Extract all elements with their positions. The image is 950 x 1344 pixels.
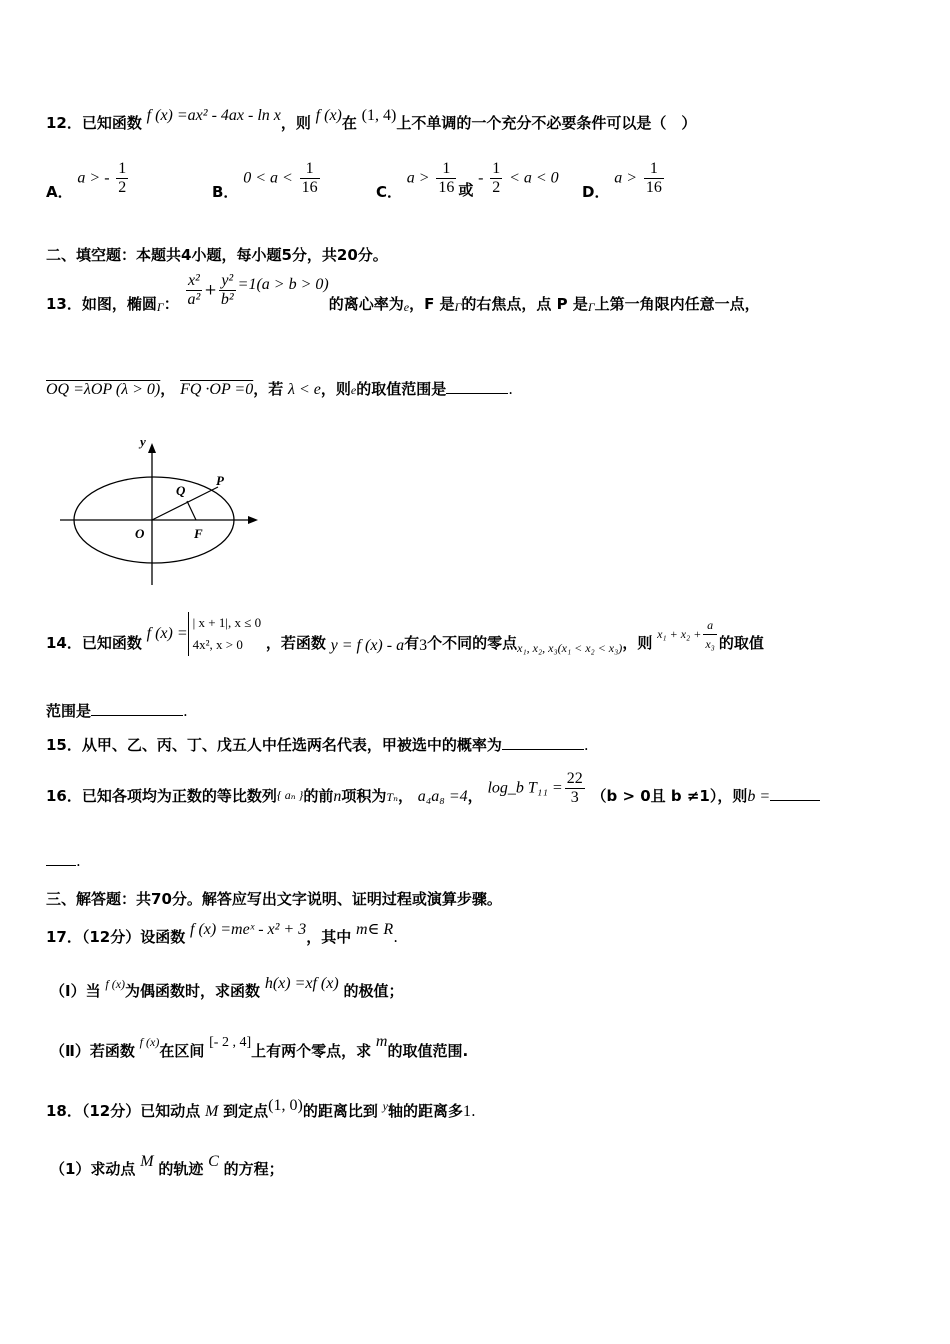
q17-part1: （Ⅰ）当 f (x)为偶函数时，求函数 h(x) =xf (x) 的极值；	[50, 975, 404, 1000]
q12-func: f (x) =ax² - 4ax - ln x	[146, 107, 281, 124]
q15-answer-blank[interactable]	[502, 737, 584, 750]
q14-line1: 14．已知函数 f (x) = | x + 1|, x ≤ 0 4x², x > 0 ，若函数 y = f (x) - a有3个不同的零点$_{x_1, x_2, x_3(x_1 < x_2 < x_3)}$，则 x₁ + x₂ + $\frac{a}{\text{x₃}}$ 的取值	[46, 612, 764, 656]
q16-line2: .	[46, 852, 81, 870]
q15-line: 15．从甲、乙、丙、丁、戊五人中任选两名代表，甲被选中的概率为 .	[46, 736, 589, 754]
q12-num: 12．	[46, 114, 82, 132]
q18-line: 18．（12分）已知动点 M 到定点(1, 0)的距离比到 y轴的距离多1.	[46, 1097, 476, 1120]
q12-option-a: A． a > - $\frac{1}{2}$	[46, 160, 127, 201]
q14-piecewise: | x + 1|, x ≤ 0 4x², x > 0	[188, 612, 261, 656]
label-q: Q	[176, 483, 186, 498]
q13-line2: OQ =λOP (λ > 0)， FQ ·OP =0，若 λ < e，则e的取值范围是 .	[46, 380, 513, 398]
q12-line: 12．已知函数 f (x) =ax² - 4ax - ln x，则 f (x)在 (1, 4)上不单调的一个充分不必要条件可以是（ ）	[46, 107, 697, 132]
q12-option-d: D． a > $\frac{1}{16}$	[582, 160, 662, 201]
section2-heading: 二、填空题：本题共4小题，每小题5分，共20分。	[46, 246, 388, 264]
q17-part2: （Ⅱ）若函数 f (x)在区间 [- 2 , 4]上有两个零点，求 m的取值范围.	[50, 1033, 469, 1060]
x-axis-arrow	[248, 516, 258, 524]
label-o: O	[135, 526, 145, 541]
ellipse-figure	[50, 430, 270, 595]
label-y: y	[140, 434, 146, 449]
q13-answer-blank[interactable]	[446, 381, 508, 394]
q13-line1: 13．如图，椭圆$_\Gamma$： $\frac{\text{x²}}{\text{a²}}$ + $\frac{\text{y²}}{\text{b²}}$ =1(a > b > 0)的离心率为$_e$，F 是$_\Gamma$的右焦点，点 P 是$_\Gamma$上第一角限内任意一点，	[46, 272, 760, 314]
q16-line1: 16．已知各项均为正数的等比数列$_{\{ a_n \}}$的前n项积为$_{T_n}$， a₄a₈ =4， log_b T₁₁ = $\frac{22}{3}$ （b > 0且 b ≠1），则b =	[46, 770, 820, 807]
label-f: F	[194, 526, 203, 541]
q16-answer-blank[interactable]	[770, 788, 820, 801]
q12-option-b: B． 0 < a < $\frac{1}{16}$	[212, 160, 318, 201]
q18-part1: （1）求动点 M 的轨迹 C 的方程；	[50, 1153, 284, 1178]
segment-fq	[187, 501, 196, 520]
q16-answer-blank-cont[interactable]	[46, 853, 76, 866]
y-axis-arrow	[148, 443, 156, 453]
q14-answer-blank[interactable]	[91, 703, 183, 716]
q17-line: 17．（12分）设函数 f (x) =meˣ - x² + 3，其中 m∈ R.	[46, 921, 398, 946]
q12-option-c: C． a > $\frac{1}{16}$ 或 - $\frac{1}{2}$ < a < 0	[376, 160, 559, 201]
section3-heading: 三、解答题：共70分。解答应写出文字说明、证明过程或演算步骤。	[46, 890, 502, 908]
label-p: P	[216, 473, 224, 488]
q14-line2: 范围是 .	[46, 702, 188, 720]
